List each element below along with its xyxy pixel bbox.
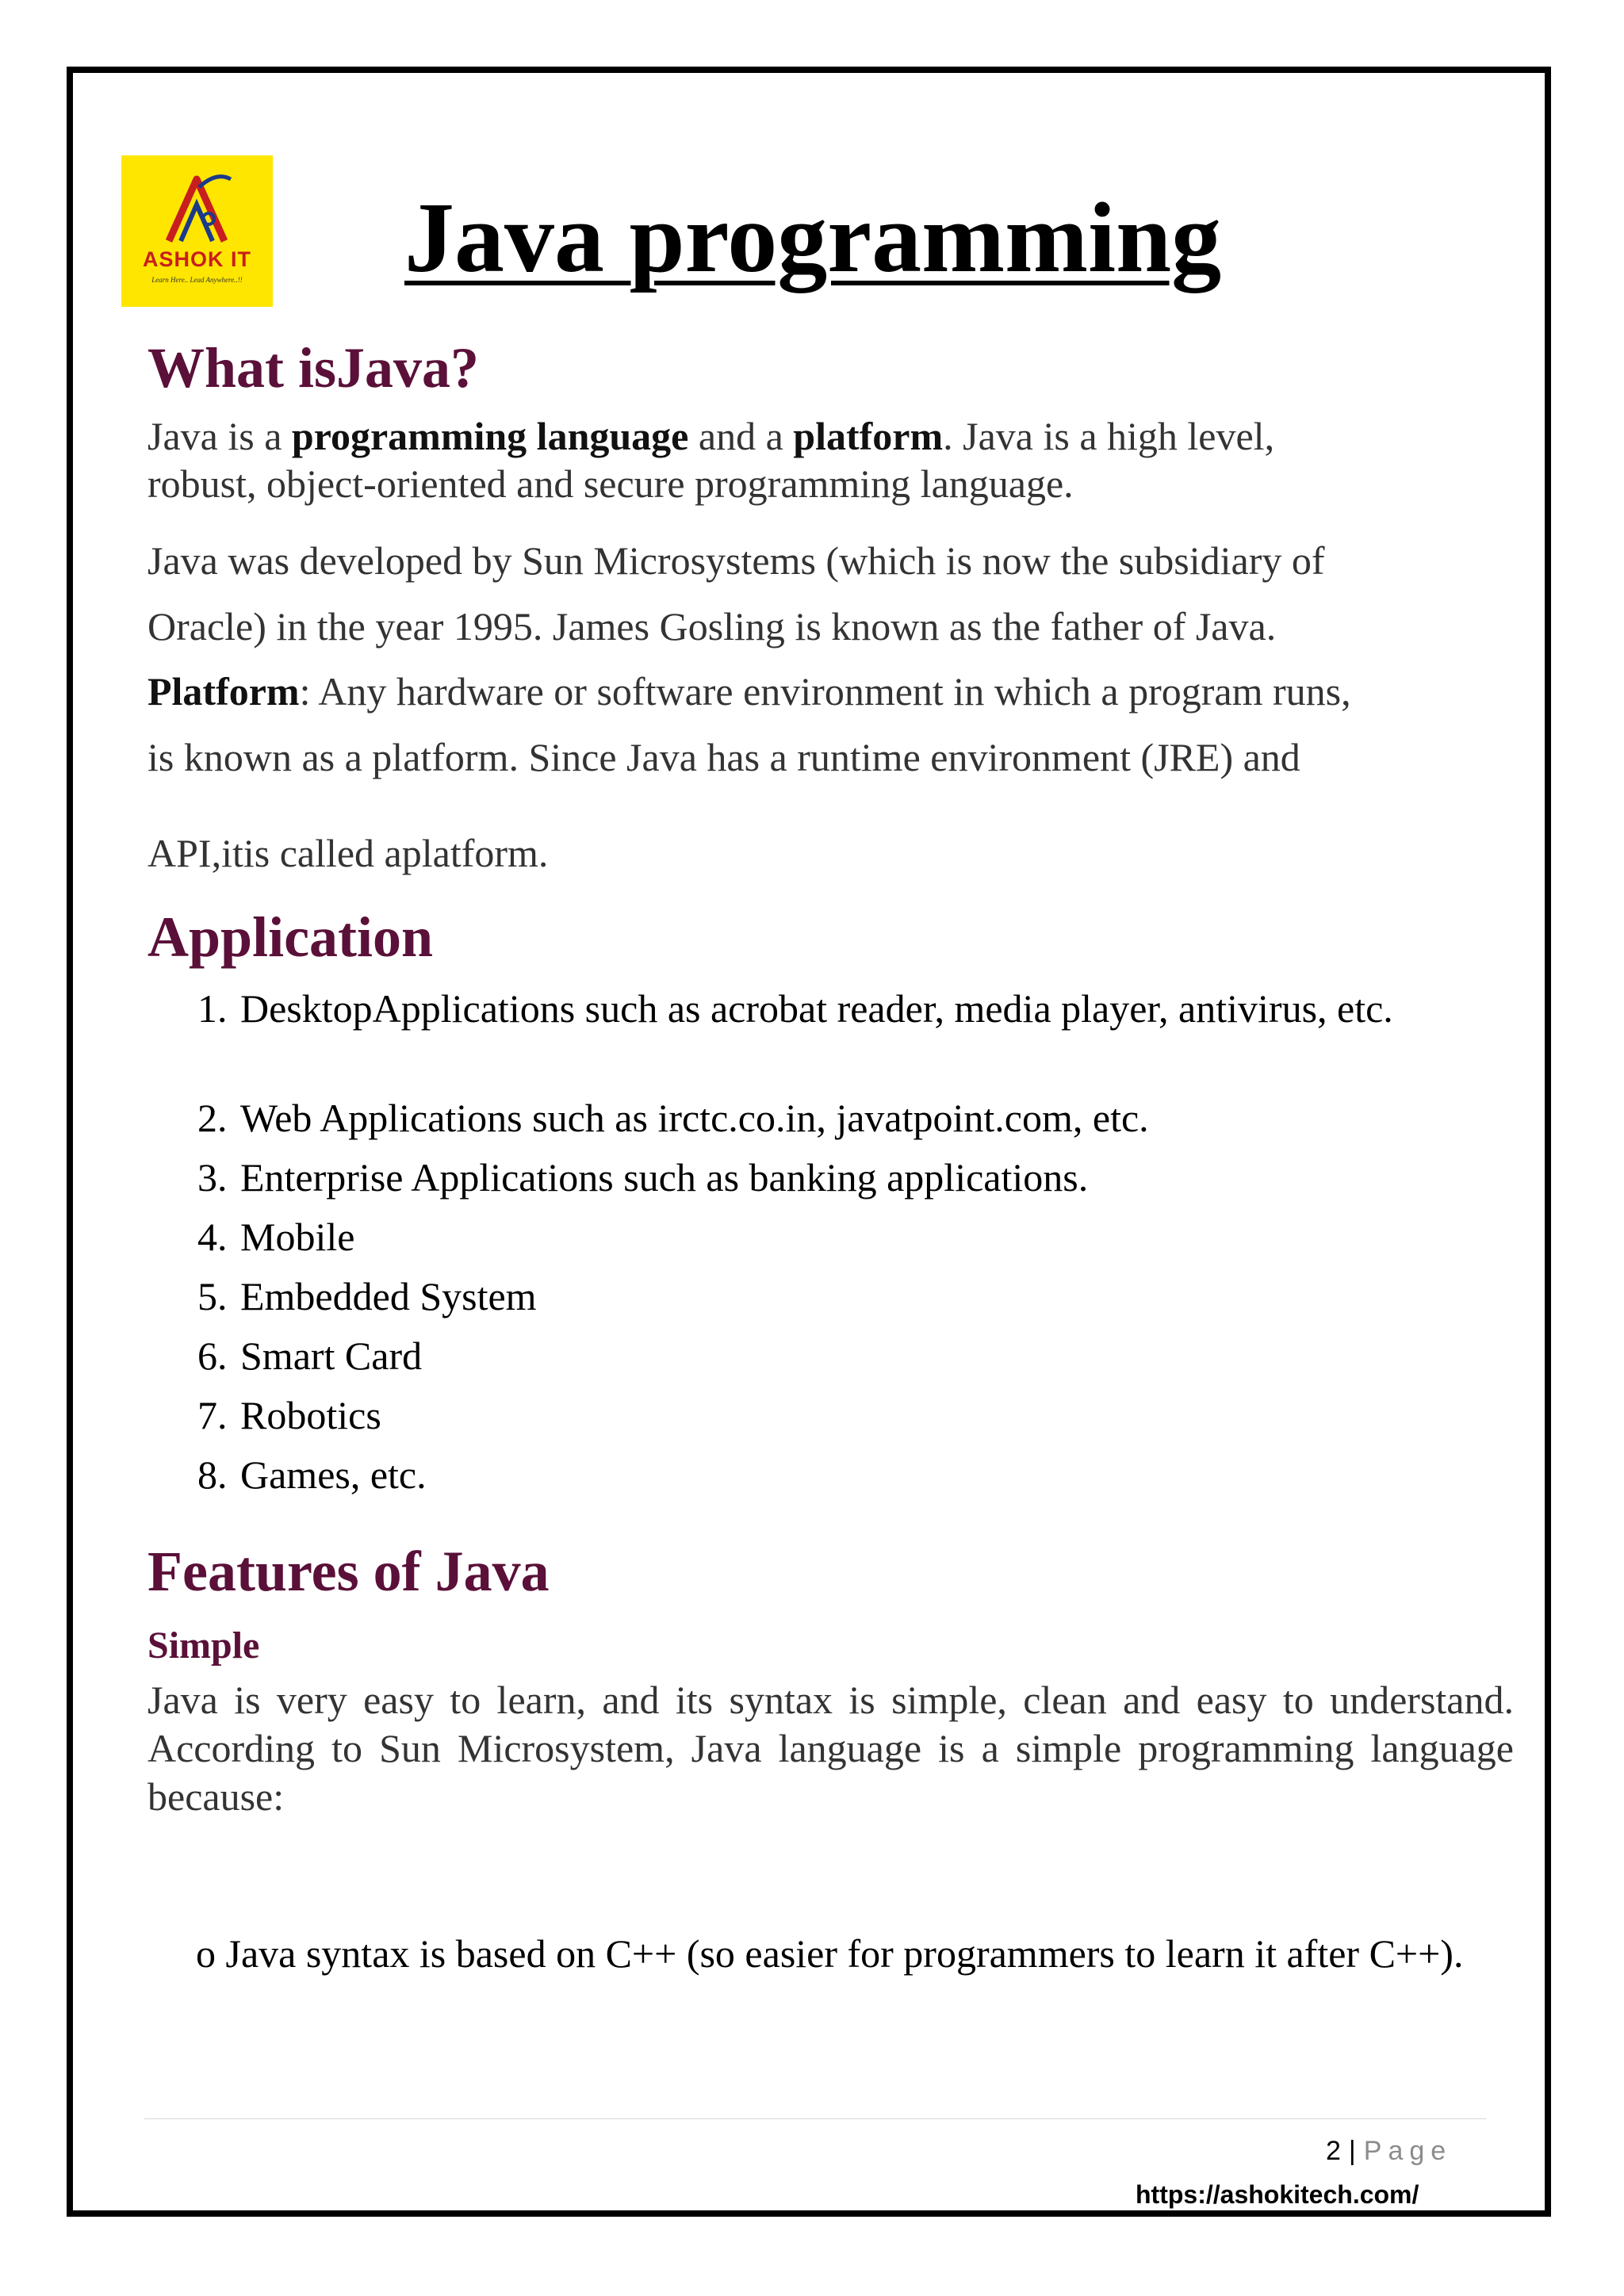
platform-line-3: API,itis called aplatform. <box>147 831 549 875</box>
list-item: 7. Robotics <box>197 1393 381 1437</box>
logo-text: ASHOK IT <box>142 247 251 271</box>
list-item: 2. Web Applications such as irctc.co.in, javatpoint.com, etc. <box>197 1096 1149 1140</box>
footer-url: https://ashokitech.com/ <box>1136 2180 1419 2209</box>
history-line-2: Oracle) in the year 1995. James Gosling is known as the father of Java. <box>147 604 1277 649</box>
logo-tagline: Learn Here.. Lead Anywhere..!! <box>151 276 243 284</box>
application-list <box>147 983 1496 1509</box>
intro-line-1: Java is a programming language and a platform. Java is a high level, <box>147 414 1275 458</box>
heading-what-is-java: What isJava? <box>147 336 480 400</box>
list-item: 8. Games, etc. <box>197 1452 427 1497</box>
simple-paragraph: Java is very easy to learn, and its syntax is simple, clean and easy to understand. According to Sun Microsystem, Java language is a simple programming language because: <box>147 1678 1514 1819</box>
history-line-1: Java was developed by Sun Microsystems (which is now the subsidiary of <box>147 538 1325 583</box>
platform-line-2: is known as a platform. Since Java has a runtime environment (JRE) and <box>147 735 1300 779</box>
list-item: 5. Embedded System <box>197 1274 537 1318</box>
page-number: 2 | Page <box>1326 2136 1453 2166</box>
heading-features-of-java: Features of Java <box>147 1540 550 1603</box>
ashok-it-logo <box>121 155 273 307</box>
intro-line-2: robust, object-oriented and secure programming language. <box>147 461 1074 506</box>
bullet-cpp-syntax: o Java syntax is based on C++ (so easier for programmers to learn it after C++). <box>196 1931 1464 1976</box>
list-item: 4. Mobile <box>197 1215 355 1259</box>
list-item: 6. Smart Card <box>197 1334 423 1378</box>
list-item: 1. DesktopApplications such as acrobat reader, media player, antivirus, etc. <box>197 986 1393 1031</box>
list-item: 3. Enterprise Applications such as banking applications. <box>197 1155 1089 1200</box>
logo-mark-icon <box>121 155 273 307</box>
footer-divider <box>144 2118 1486 2119</box>
page-title: Java programming <box>404 183 1222 293</box>
platform-line-1: Platform: Any hardware or software environment in which a program runs, <box>147 669 1351 714</box>
heading-application: Application <box>147 905 434 969</box>
subheading-simple: Simple <box>147 1624 260 1667</box>
